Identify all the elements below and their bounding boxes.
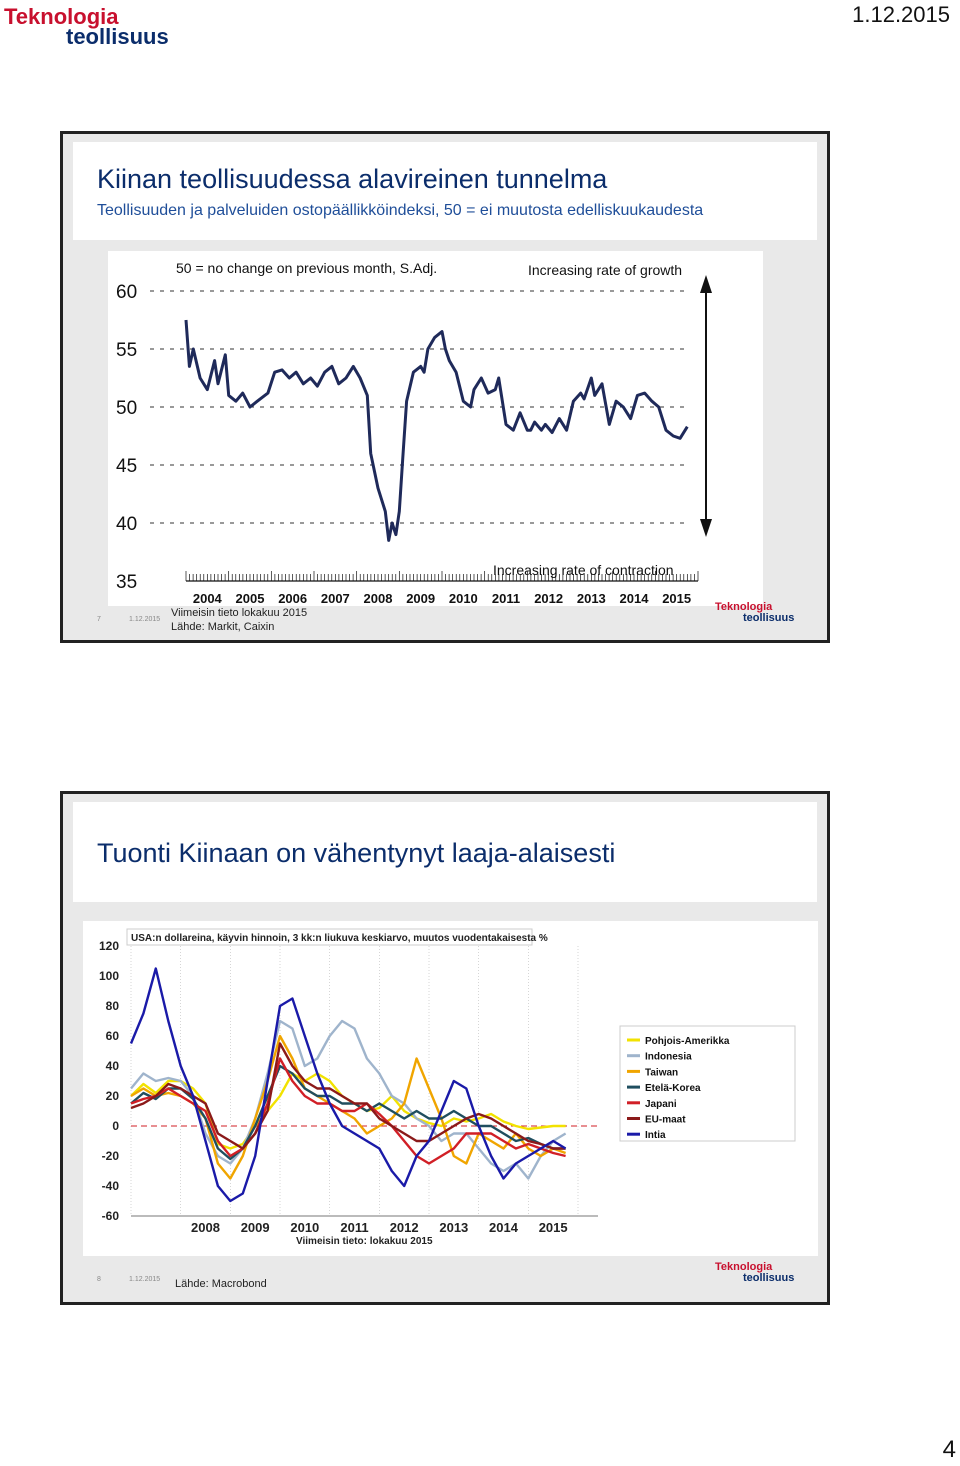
legend-label: Indonesia: [645, 1051, 692, 1063]
y-tick-label: 55: [116, 340, 138, 361]
slide-title: Kiinan teollisuudessa alavireinen tunnelma: [97, 164, 608, 194]
slide-pmi: [60, 131, 830, 643]
slide-logo-line1: Teknologia: [715, 1261, 773, 1273]
pmi-chart-area: [108, 251, 763, 606]
y-tick-label: 40: [116, 514, 138, 535]
y-tick-label: 80: [105, 999, 119, 1013]
x-axis-ticks: [131, 1216, 598, 1235]
slide-number: 8: [97, 1276, 101, 1283]
legend-label: EU-maat: [645, 1114, 686, 1126]
import-series: [131, 969, 566, 1202]
series-line: [131, 969, 566, 1202]
x-tick-label: 2005: [235, 591, 265, 606]
slide-logo-line2: teollisuus: [743, 1272, 795, 1284]
pmi-chart: [108, 251, 763, 606]
slide-date: 1.12.2015: [129, 1276, 161, 1283]
x-tick-label: 2015: [538, 1220, 568, 1235]
slide-date: 1.12.2015: [129, 616, 161, 623]
slide-logo: [715, 602, 794, 624]
source-note: Lähde: Markit, Caixin: [171, 621, 275, 633]
source-note: Lähde: Macrobond: [175, 1278, 267, 1290]
x-tick-label: 2008: [191, 1220, 220, 1235]
slide-subtitle: Teollisuuden ja palveluiden ostopäällikköindeksi, 50 = ei muutosta edelliskuukaudesta: [97, 202, 704, 219]
slide-logo-line2: teollisuus: [743, 612, 795, 624]
latest-data-note: Viimeisin tieto: lokakuu 2015: [296, 1236, 433, 1247]
x-tick-label: 2009: [240, 1220, 270, 1235]
x-tick-label: 2010: [448, 591, 478, 606]
x-tick-label: 2011: [491, 591, 521, 606]
growth-annotation: Increasing rate of growth: [528, 262, 683, 278]
slide-logo: [715, 1262, 794, 1284]
x-tick-label: 2011: [340, 1220, 369, 1235]
legend-label: Etelä-Korea: [645, 1083, 701, 1095]
y-tick-label: 20: [105, 1089, 119, 1103]
x-tick-label: 2012: [534, 591, 564, 606]
page-date: 1.12.2015: [852, 2, 950, 27]
legend-label: Intia: [645, 1130, 666, 1142]
legend-label: Pohjois-Amerikka: [645, 1036, 730, 1047]
x-tick-label: 2012: [389, 1220, 419, 1235]
gridlines: [131, 946, 598, 1216]
y-tick-label: 100: [98, 969, 119, 983]
x-tick-label: 2007: [320, 591, 350, 606]
pmi-series: [186, 320, 687, 540]
y-tick-label: -40: [101, 1179, 119, 1193]
y-tick-label: -20: [101, 1149, 119, 1163]
page-number: 4: [942, 1436, 956, 1463]
x-tick-label: 2009: [406, 591, 436, 606]
slide-imports: [60, 791, 830, 1305]
y-tick-label: -60: [101, 1209, 119, 1223]
pmi-line: [186, 320, 687, 540]
series-line: [131, 1066, 566, 1159]
slide-title-band: [73, 142, 817, 240]
teknologia-teollisuus-logo: [4, 6, 169, 48]
y-tick-label: 60: [105, 1029, 119, 1043]
x-tick-label: 2014: [619, 591, 649, 606]
logo-line2: teollisuus: [66, 24, 169, 49]
chart-title: USA:n dollareina, käyvin hinnoin, 3 kk:n liukuva keskiarvo, muutos vuodentakaisesta %: [131, 933, 548, 944]
slide-logo-line1: Teknologia: [715, 601, 773, 613]
slide-title: Tuonti Kiinaan on vähentynyt laaja-alaisesti: [97, 838, 616, 868]
imports-chart: [83, 921, 818, 1256]
contraction-annotation: Increasing rate of contraction: [493, 562, 674, 578]
slide-title-band: [73, 802, 817, 902]
y-tick-label: 45: [116, 456, 138, 477]
y-tick-label: 40: [105, 1059, 119, 1073]
legend-label: Japani: [645, 1098, 677, 1110]
x-tick-label: 2014: [489, 1220, 518, 1235]
x-tick-label: 2004: [192, 591, 222, 606]
legend-label: Taiwan: [645, 1067, 679, 1079]
x-tick-label: 2008: [363, 591, 393, 606]
y-tick-label: 60: [116, 282, 138, 303]
chart-title: 50 = no change on previous month, S.Adj.: [176, 260, 438, 276]
imports-chart-area: [83, 921, 818, 1256]
gridlines: [150, 291, 690, 523]
y-tick-label: 35: [116, 572, 138, 593]
y-tick-label: 50: [116, 398, 138, 419]
legend: [620, 1026, 795, 1141]
x-tick-label: 2010: [290, 1220, 320, 1235]
x-tick-label: 2015: [662, 591, 692, 606]
logo-line1: Teknologia: [4, 4, 119, 29]
y-tick-label: 120: [98, 939, 119, 953]
y-axis-ticks: [99, 939, 119, 1223]
slide-number: 7: [97, 616, 101, 623]
y-axis-ticks: [116, 282, 137, 593]
latest-data-note: Viimeisin tieto lokakuu 2015: [171, 607, 308, 619]
y-tick-label: 0: [112, 1119, 119, 1133]
x-tick-label: 2013: [439, 1220, 469, 1235]
x-tick-label: 2013: [576, 591, 606, 606]
double-arrow-icon: [700, 275, 712, 537]
x-tick-label: 2006: [278, 591, 308, 606]
